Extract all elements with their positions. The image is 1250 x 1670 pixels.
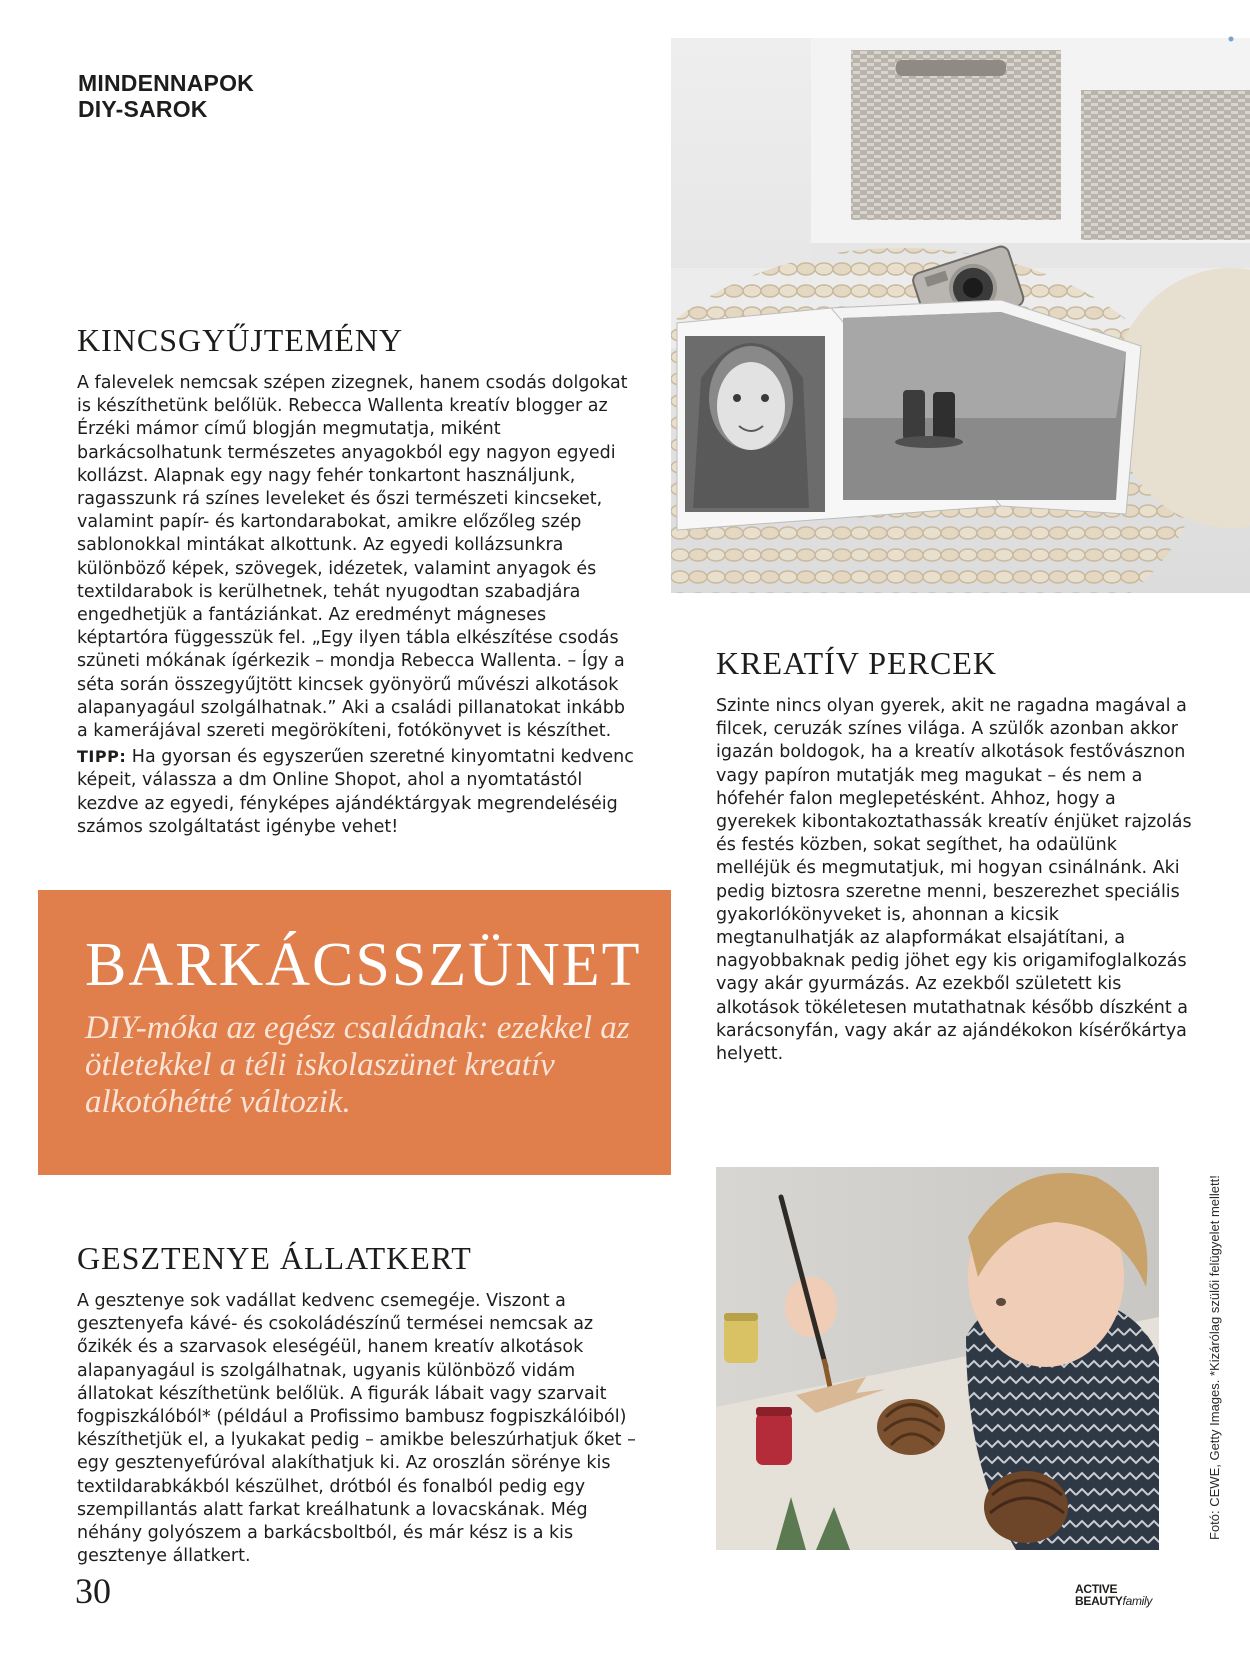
gesztenye-article bbox=[77, 1290, 639, 1568]
tip-label: TIPP: bbox=[77, 747, 127, 767]
feature-box bbox=[38, 890, 671, 1175]
kincs-body-text: A falevelek nemcsak szépen zizegnek, hanem csodás dolgokat is készíthetünk belőlük. Rebecca Wallenta kreatív blogger az Érzéki mámor című blogján megmutatja, miként barkácsolhatunk természetes anyagokból egy nagyon egyedi kollázst. Alapnak egy nagy fehér tonkartont használjunk, ragasszunk rá színes leveleket és őszi természeti kincseket, valamint papír- és kartondarabokat, amikre előzőleg szép sablonokkal mintákat alkottunk. Az egyedi kollázsunkra különböző képek, szövegek, idézetek, valamint anyagok és textildarabok is kerülhetnek, tehát nyugodtan szabadjára engedhetjük a fantáziánkat. Az eredményt mágneses képtartóra függesszük fel. „Egy ilyen tábla elkészítése csodás szüneti mókának ígérkezik – mondja Rebecca Wallenta. – Így a séta során összegyűjtött kincsek gyönyörű művészi alkotások alapanyagául szolgálhatnak.” Aki a családi pillanatokat inkább a kamerájával szereti megörökíteni, fotókönyvet is készíthet. bbox=[77, 373, 628, 742]
photo-book-pouf-image bbox=[671, 38, 1250, 593]
kreativ-body-text: Szinte nincs olyan gyerek, akit ne ragadna magával a filcek, ceruzák színes világa. A szülők azonban akkor igazán boldogok, ha a kreatív alkotások festővásznon vagy papíron mutatják meg magukat – és nem a hófehér falon meglepetésként. Ahhoz, hogy a gyerekek kibontakoztathassák kreatív énjüket rajzolás és festés közben, sokat segíthet, ha odaülünk melléjük és megmutatjuk, mi hogyan csinálnánk. Aki pedig biztosra szeretne menni, beszerezhet speciális gyakorlókönyveket is, ahonnan a kicsik megtanulhatják az alapformákat elsajátítani, a nagyobbaknak pedig jöhet egy kis origamifoglalkozás vagy akár gyurmázás. Az ezekből született kis alkotások tökéletesen mutathatnak később díszként a karácsonyfán, vagy akár az ajándékokon kísérőkártya helyett. bbox=[716, 696, 1192, 1065]
section-label-line2: DIY-SAROK bbox=[78, 96, 208, 122]
tip-text: Ha gyorsan és egyszerűen szeretné kinyomtatni kedvenc képeit, válassza a dm Online Shopot, ahol a nyomtatástól kezdve az egyedi, fényképes ajándéktárgyak megrendeléséig számos szolgáltatást igénybe vehet! bbox=[77, 747, 634, 837]
page-number: 30 bbox=[75, 1571, 111, 1611]
brand-logo bbox=[1075, 1583, 1152, 1607]
section-label-line1: MINDENNAPOK bbox=[78, 70, 254, 96]
brand-line2: BEAUTY bbox=[1075, 1594, 1123, 1608]
gesztenye-heading: GESZTENYE ÁLLATKERT bbox=[77, 1240, 472, 1276]
gesztenye-body-text: A gesztenye sok vadállat kedvenc csemegéje. Viszont a gesztenyefa kávé- és csokoládészínű termései nemcsak az őzikék és a szarvasok eleségéül, hanem kreatív alkotások alapanyagául is szolgálhatnak, ugyanis különböző vidám állatokat készíthetünk belőlük. A figurák lábait vagy szarvait fogpiszkálóból* (például a Profissimo bambusz fogpiszkálóiból) készíthetjük el, a lyukakat pedig – amikbe beleszúrhatjuk őket – egy gesztenyefúróval alakíthatjuk ki. Az oroszlán sörénye kis textildarabkákból készülhet, drótból és fonalból pedig egy szempillantás alatt farkat kreálhatunk a lovacskának. Még néhány golyószem a barkácsboltból, és már kész is a kis gesztenye állatkert. bbox=[77, 1291, 636, 1567]
brand-line3: family bbox=[1122, 1594, 1153, 1608]
feature-subtitle: DIY-móka az egész családnak: ezekkel az ötletekkel a téli iskolaszünet kreatív alkotóhétté változik. bbox=[85, 1010, 630, 1120]
section-label bbox=[78, 70, 254, 122]
kreativ-article bbox=[716, 695, 1194, 1066]
feature-title: BARKÁCSSZÜNET bbox=[85, 931, 642, 999]
child-painting-illustration bbox=[716, 1167, 1159, 1550]
kreativ-heading: KREATÍV PERCEK bbox=[716, 645, 997, 681]
kincs-tip bbox=[77, 745, 639, 839]
kincs-heading: KINCSGYŰJTEMÉNY bbox=[77, 322, 404, 358]
brand-line1: ACTIVE bbox=[1075, 1582, 1118, 1596]
corner-mark-icon bbox=[1228, 36, 1234, 42]
photo-book-pouf-illustration bbox=[671, 38, 1250, 593]
photo-credit: Fotó: CEWE, Getty Images. *Kizárólag szülői felügyelet mellett! bbox=[1207, 1175, 1222, 1540]
child-painting-image bbox=[716, 1167, 1159, 1550]
kincs-article bbox=[77, 372, 639, 839]
